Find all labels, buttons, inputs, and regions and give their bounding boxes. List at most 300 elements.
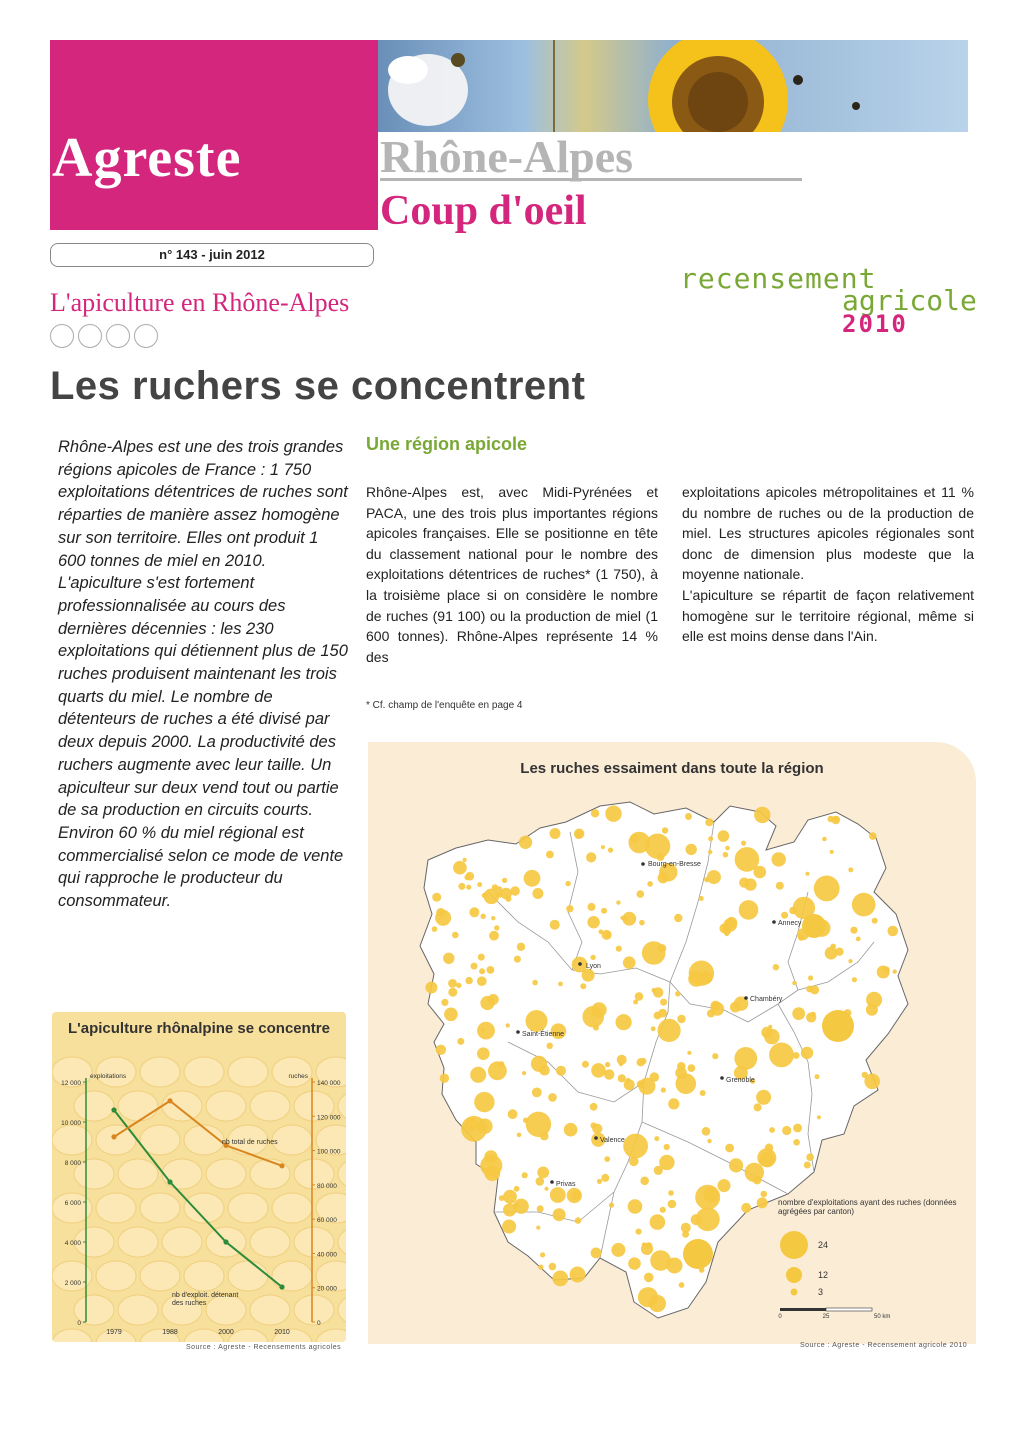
- hive-dot: [872, 918, 878, 924]
- left-tick-label: 10 000: [61, 1120, 81, 1127]
- section-title: Une région apicole: [366, 434, 528, 454]
- honeycomb-cell: [206, 1159, 246, 1189]
- left-tick-label: 8 000: [64, 1160, 81, 1167]
- hive-dot: [435, 910, 451, 926]
- legend-circle-small: [791, 1289, 798, 1296]
- hive-dot: [637, 1080, 645, 1088]
- hive-dot: [586, 852, 596, 862]
- hive-dot: [570, 1267, 586, 1283]
- right-tick-label: 120 000: [317, 1114, 341, 1122]
- hive-dot: [798, 935, 804, 941]
- hive-dot: [650, 1214, 666, 1230]
- hive-dot: [628, 1257, 641, 1270]
- hive-dot: [856, 937, 861, 942]
- hive-dot: [452, 932, 459, 939]
- hive-dot: [708, 850, 712, 854]
- flowers-photo: [378, 40, 968, 132]
- hive-dot: [765, 1144, 773, 1152]
- city-label-bourg: Bourg-en-Bresse: [648, 861, 701, 868]
- hive-dot: [616, 946, 622, 952]
- circle-icon: [134, 324, 158, 348]
- hive-dot: [440, 1074, 449, 1083]
- hive-dot: [479, 968, 485, 974]
- city-marker: [578, 962, 582, 966]
- left-tick-label: 2 000: [64, 1280, 81, 1287]
- city-label-lyon: Lyon: [586, 963, 601, 970]
- chart-source: Source : Agreste - Recensements agricoles: [186, 1344, 342, 1351]
- hive-dot: [552, 1271, 568, 1287]
- x-tick-label: 2010: [274, 1329, 290, 1336]
- hive-dot: [850, 927, 857, 934]
- hive-dot: [432, 893, 441, 902]
- hive-dot: [792, 981, 797, 986]
- hive-dot: [772, 852, 786, 866]
- hive-dot: [477, 1119, 492, 1134]
- hive-dot: [769, 1043, 794, 1068]
- hive-dot: [522, 1071, 526, 1075]
- hive-dot: [704, 1188, 719, 1203]
- hive-dot: [558, 982, 563, 987]
- left-tick-label: 12 000: [61, 1080, 81, 1087]
- left-tick-label: 4 000: [64, 1240, 81, 1247]
- hive-dot: [464, 1118, 477, 1131]
- hive-dot: [635, 992, 644, 1001]
- series-label: nb d'exploit. détenant: [172, 1292, 239, 1299]
- x-tick-label: 1988: [162, 1329, 178, 1336]
- hive-dot: [514, 956, 521, 963]
- hive-dot: [500, 888, 512, 900]
- hive-dot: [491, 916, 495, 920]
- hive-dot: [565, 881, 570, 886]
- honeycomb-cell: [272, 1125, 312, 1155]
- series-label: des ruches: [172, 1300, 207, 1307]
- scale-label: 0: [778, 1314, 782, 1320]
- hive-dot: [547, 1043, 553, 1049]
- hive-dot: [470, 1067, 486, 1083]
- hive-dot: [707, 870, 721, 884]
- city-label-privas: Privas: [556, 1181, 576, 1188]
- hive-dot: [830, 850, 834, 854]
- scale-bar-white: [826, 1308, 872, 1311]
- hive-dot: [685, 813, 692, 820]
- hive-dot: [761, 1191, 768, 1198]
- hive-dot: [646, 1242, 652, 1248]
- hive-dot: [688, 1064, 696, 1072]
- hive-dot: [484, 889, 500, 905]
- hive-dot: [739, 878, 749, 888]
- hive-dot: [792, 1007, 805, 1020]
- body-paragraph: L'apiculture se répartit de façon relativement homogène sur le territoire régional, même si elle est moins dense dans l'Ain.: [682, 586, 974, 645]
- hive-dot: [730, 1002, 741, 1013]
- hive-dot: [477, 1047, 490, 1060]
- city-marker: [516, 1030, 520, 1034]
- hive-dot: [708, 836, 713, 841]
- hive-dot: [658, 1009, 667, 1018]
- hive-dot: [804, 1162, 811, 1169]
- city-label-chambery: Chambéry: [750, 996, 783, 1003]
- left-tick-label: 0: [77, 1320, 81, 1327]
- intro-text: Rhône-Alpes est une des trois grandes régions apicoles de France : 1 750 exploitations détentrices de ruches sont réparties de manière assez homogène sur son territoire. Elles ont produit 1 600 tonnes de miel en 2010. L'apiculture s'est fortement professionnalisée au cours des dernières décennies : les 230 exploitations qui détiennent plus de 150 ruches produisent maintenant les trois quarts du miel. Le nombre de détenteurs de ruches a été divisé par deux depuis 2000. La productivité des ruchers augmente avec leur taille. Un apiculteur sur deux vend tout ou partie de sa production en circuits courts. Environ 60 % du miel régional est commercialisé selon ce mode de vente qui rapproche le producteur du consommateur.: [58, 438, 348, 911]
- hive-dot: [545, 1187, 549, 1191]
- hive-dot: [718, 1179, 731, 1192]
- hive-dot: [677, 1015, 685, 1023]
- hive-dot: [626, 1078, 631, 1083]
- honeycomb-cell: [74, 1091, 114, 1121]
- honeycomb-cell: [272, 1261, 312, 1291]
- honeycomb-cell: [162, 1091, 202, 1121]
- hive-dot: [629, 1157, 639, 1167]
- hive-dot: [679, 1282, 685, 1288]
- hive-dot: [704, 877, 709, 882]
- hive-dot: [711, 1001, 721, 1011]
- hive-dot: [608, 848, 613, 853]
- hive-dot: [773, 964, 779, 970]
- city-marker: [772, 920, 776, 924]
- hive-dot: [590, 1103, 598, 1111]
- hive-dot: [616, 900, 620, 904]
- honeycomb-cell: [250, 1295, 290, 1325]
- hive-dot: [605, 1062, 610, 1067]
- hive-dot: [677, 1062, 686, 1071]
- left-axis-label: exploitations: [90, 1073, 127, 1080]
- honeycomb-cell: [118, 1227, 158, 1257]
- hive-dot: [718, 830, 730, 842]
- map-title: Les ruches essaiment dans toute la région: [520, 760, 824, 777]
- honeycomb-cell: [162, 1159, 202, 1189]
- hive-dot: [687, 1051, 691, 1055]
- hive-dot: [636, 1229, 642, 1235]
- hive-dot: [549, 1263, 557, 1271]
- hive-dot: [616, 1014, 632, 1030]
- hive-dot: [526, 1010, 548, 1032]
- honeycomb-cell: [272, 1193, 312, 1223]
- hive-dot: [668, 1200, 677, 1209]
- hive-dot: [536, 1226, 540, 1230]
- honeycomb-cell: [162, 1227, 202, 1257]
- hive-dot: [662, 827, 668, 833]
- hive-dot: [540, 1252, 545, 1257]
- body-paragraph: exploitations apicoles métropolitaines et 11 % du nombre de ruches ou de la production de miel. Les structures apicoles régionales sont donc de dimension plus modeste que la moyenne nationale.: [682, 484, 974, 583]
- honeycomb-cell: [250, 1227, 290, 1257]
- hive-dot: [522, 1172, 528, 1178]
- right-tick-label: 140 000: [317, 1080, 341, 1087]
- hive-dot: [588, 903, 596, 911]
- hive-dot: [425, 982, 437, 994]
- hive-dot: [712, 1053, 718, 1059]
- honeycomb-cell: [140, 1057, 180, 1087]
- honeycomb-cell: [228, 1329, 268, 1342]
- x-tick-label: 1979: [106, 1329, 122, 1336]
- hive-dot: [604, 1069, 614, 1079]
- honeycomb-cell: [228, 1193, 268, 1223]
- hive-dot: [471, 963, 478, 970]
- census-logo-year: 2010: [842, 310, 908, 338]
- hive-dot: [487, 966, 495, 974]
- hive-dot: [649, 1295, 666, 1312]
- hive-dot: [705, 818, 713, 826]
- line-chart: [52, 1012, 346, 1342]
- chart-title: L'apiculture rhônalpine se concentre: [68, 1020, 330, 1037]
- hive-dot: [477, 1022, 495, 1040]
- body-column-1: Rhône-Alpes est, avec Midi-Pyrénées et PACA, une des trois plus importantes régions apicoles françaises. Elle se positionne en tête du classement national pour le nombre des exploitations détentrices de ruches* (1 750), à la troisième place si on considère le nombre de ruches (91 100) ou la production de miel (1 600 tonnes). Rhône-Alpes représente 14 % des: [366, 484, 658, 665]
- scale-bar-black: [780, 1308, 826, 1311]
- hive-dot: [464, 875, 470, 881]
- hive-dot: [688, 971, 704, 987]
- legend-value: 24: [818, 1240, 829, 1250]
- legend-value: 3: [818, 1287, 824, 1297]
- city-marker: [744, 996, 748, 1000]
- hive-dot: [817, 1115, 821, 1119]
- hive-dot: [640, 1058, 646, 1064]
- hive-dot: [633, 1000, 638, 1005]
- hive-dot: [514, 1186, 520, 1192]
- circle-icon: [78, 324, 102, 348]
- left-tick-label: 6 000: [64, 1200, 81, 1207]
- census-logo-word1: recensement: [680, 262, 877, 295]
- hive-dot: [553, 1208, 566, 1221]
- hive-dot: [764, 1029, 780, 1045]
- hive-dot: [489, 931, 499, 941]
- hive-dot: [802, 914, 826, 938]
- hive-dot: [457, 1038, 464, 1045]
- hive-dot: [675, 991, 680, 996]
- hive-dot: [592, 1002, 607, 1017]
- hive-dot: [741, 841, 746, 846]
- hive-dot: [726, 917, 737, 928]
- hive-dot: [776, 882, 784, 890]
- hive-dot: [548, 1093, 557, 1102]
- honeycomb-cell: [140, 1261, 180, 1291]
- hive-dot: [830, 944, 836, 950]
- hive-dot: [517, 1133, 522, 1138]
- footnote: * Cf. champ de l'enquête en page 4: [366, 700, 523, 711]
- honeycomb-cell: [206, 1091, 246, 1121]
- hive-dot: [729, 1158, 743, 1172]
- hive-dot: [591, 809, 599, 817]
- hive-dot: [866, 992, 882, 1008]
- hive-dot: [888, 926, 899, 937]
- hive-dot: [592, 1124, 602, 1134]
- hive-dot: [808, 975, 813, 980]
- hive-dot: [601, 908, 607, 914]
- honeycomb-cell: [250, 1091, 290, 1121]
- hive-dot: [848, 959, 852, 963]
- theme-title: L'apiculture en Rhône-Alpes: [50, 288, 350, 317]
- hive-dot: [623, 1134, 648, 1159]
- hive-dot: [609, 1203, 614, 1208]
- hive-dot: [556, 1066, 566, 1076]
- census-logo-word2: agricole: [842, 284, 977, 317]
- hive-dot: [503, 1190, 517, 1204]
- hive-dot: [754, 1103, 762, 1111]
- honeycomb-cell: [250, 1159, 290, 1189]
- hive-dot: [537, 1205, 544, 1212]
- map-source: Source : Agreste - Recensement agricole 2010: [800, 1342, 968, 1349]
- legend-circle-medium: [786, 1267, 802, 1283]
- hive-dot: [651, 1026, 656, 1031]
- series-point: [279, 1163, 284, 1168]
- scale-label: 50 km: [874, 1314, 891, 1320]
- hive-dot: [436, 1045, 446, 1055]
- hive-dot: [463, 858, 467, 862]
- city-marker: [720, 1076, 724, 1080]
- hive-dot: [877, 966, 890, 979]
- hive-dot: [674, 914, 682, 922]
- hive-dot: [806, 1012, 816, 1022]
- hive-dot: [781, 912, 788, 919]
- hive-dot: [481, 1028, 485, 1032]
- rating-circles: [50, 324, 162, 353]
- hive-dot: [481, 914, 486, 919]
- hive-dot: [502, 1220, 516, 1234]
- hive-dot: [453, 861, 467, 875]
- city-marker: [641, 862, 645, 866]
- hive-dot: [682, 1231, 689, 1238]
- hive-dot: [700, 1090, 706, 1096]
- hive-dot: [506, 1023, 510, 1027]
- hive-dot: [432, 926, 438, 932]
- honeycomb-cell: [118, 1091, 158, 1121]
- hive-dot: [492, 884, 498, 890]
- x-tick-label: 2000: [218, 1329, 234, 1336]
- hive-dot: [513, 1202, 519, 1208]
- hive-dot: [523, 1118, 529, 1124]
- honeycomb-cell: [184, 1261, 224, 1291]
- hive-dot: [658, 872, 669, 883]
- census-logo: [680, 262, 980, 342]
- hive-dot: [801, 1047, 813, 1059]
- hive-dot: [477, 882, 482, 887]
- honeycomb-cell: [206, 1295, 246, 1325]
- hive-dot: [488, 1061, 507, 1080]
- hive-dot: [630, 834, 639, 843]
- hive-dot: [550, 1187, 566, 1203]
- hive-dot: [769, 1127, 775, 1133]
- hive-dot: [654, 1166, 663, 1175]
- hive-dot: [658, 944, 666, 952]
- honeycomb-cell: [338, 1295, 346, 1325]
- publication-series: Coup d'oeil: [380, 188, 587, 234]
- scale-label: 25: [822, 1314, 830, 1320]
- honeycomb-cell: [338, 1227, 346, 1257]
- hive-dot: [814, 876, 840, 902]
- hive-dot: [484, 1150, 497, 1163]
- right-tick-label: 60 000: [317, 1217, 337, 1225]
- right-tick-label: 20 000: [317, 1285, 337, 1293]
- hive-dot: [660, 1207, 666, 1213]
- hive-dot: [793, 1139, 800, 1146]
- city-label-valence: Valence: [600, 1137, 625, 1144]
- hive-dot: [725, 846, 730, 851]
- hive-dot: [443, 953, 454, 964]
- hive-dot: [575, 1217, 582, 1224]
- hive-dot: [793, 1124, 802, 1133]
- hive-dot: [806, 1153, 814, 1161]
- hive-dot: [508, 1109, 518, 1119]
- hive-dot: [448, 979, 457, 988]
- hive-dot: [639, 920, 645, 926]
- hive-dot: [623, 916, 628, 921]
- hive-dot: [696, 1207, 720, 1231]
- region-map: [368, 742, 976, 1344]
- hive-dot: [591, 1063, 606, 1078]
- hive-dot: [707, 1139, 711, 1143]
- series-point: [111, 1134, 116, 1139]
- map-legend: [778, 1198, 968, 1320]
- hive-dot: [456, 983, 461, 988]
- right-tick-label: 100 000: [317, 1148, 341, 1156]
- hive-dot: [806, 872, 810, 876]
- hive-dot: [606, 932, 612, 938]
- hive-dot: [604, 1156, 610, 1162]
- honeycomb-cell: [228, 1261, 268, 1291]
- hive-dot: [723, 852, 729, 858]
- hive-dot: [661, 1087, 666, 1092]
- hive-dot: [564, 1123, 578, 1137]
- city-label-annecy: Annecy: [778, 920, 802, 927]
- hive-dot: [580, 983, 586, 989]
- hive-dot: [474, 1092, 494, 1112]
- hive-dot: [650, 1250, 671, 1271]
- chart-panel: [52, 1012, 346, 1342]
- hive-dot: [640, 1177, 649, 1186]
- honeycomb-cell: [140, 1193, 180, 1223]
- brand-name: Agreste: [52, 127, 242, 189]
- hive-dot: [683, 1239, 713, 1269]
- series-label: nb total de ruches: [222, 1138, 278, 1146]
- hive-dot: [668, 1190, 674, 1196]
- right-tick-label: 80 000: [317, 1182, 337, 1190]
- hive-dot: [806, 986, 813, 993]
- series-point: [167, 1098, 172, 1103]
- legend-title: nombre d'exploitations ayant des ruches (données agrégées par canton): [778, 1198, 957, 1216]
- series-point: [279, 1284, 284, 1289]
- page-headline: Les ruchers se concentrent: [50, 364, 586, 408]
- hive-dot: [601, 1174, 609, 1182]
- hive-dot: [739, 900, 759, 920]
- hive-dot: [537, 1167, 549, 1179]
- hive-dot: [828, 816, 835, 823]
- honeycomb-cell: [184, 1057, 224, 1087]
- hive-dot: [676, 1073, 697, 1094]
- hive-dot: [478, 954, 485, 961]
- hive-dot: [550, 828, 561, 839]
- hive-dot: [466, 885, 471, 890]
- hive-dot: [652, 988, 657, 993]
- hive-dot: [848, 867, 853, 872]
- circle-icon: [106, 324, 130, 348]
- honeycomb-cell: [338, 1159, 346, 1189]
- honeycomb-cell: [316, 1329, 346, 1342]
- city-label-grenoble: Grenoble: [726, 1077, 755, 1084]
- hive-dot: [864, 1074, 880, 1090]
- body-column-2: [682, 482, 974, 647]
- hive-dot: [444, 1008, 458, 1022]
- hive-dot: [540, 1132, 549, 1141]
- hive-dot: [745, 1163, 764, 1182]
- hive-dot: [488, 994, 499, 1005]
- city-label-saint-etienne: Saint-Étienne: [522, 1031, 565, 1038]
- issue-number: n° 143 - juin 2012: [50, 243, 374, 267]
- hive-dot: [815, 1074, 820, 1079]
- hive-dot: [835, 948, 843, 956]
- hive-dot: [852, 893, 876, 917]
- hive-dot: [660, 999, 667, 1006]
- hive-dot: [517, 943, 525, 951]
- right-tick-label: 40 000: [317, 1251, 337, 1259]
- hive-dot: [465, 977, 472, 984]
- hive-dot: [645, 834, 670, 859]
